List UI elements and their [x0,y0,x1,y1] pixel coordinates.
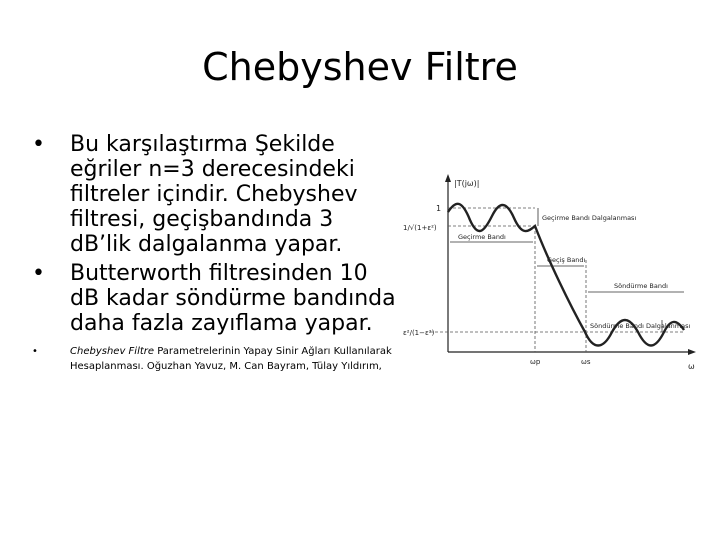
transition-band-label: Geçiş Bandı [547,256,586,264]
bullet-dot: • [32,132,45,157]
x-axis-label: ω [688,362,695,371]
citation-item [30,344,400,374]
label-one: 1 [436,204,442,213]
x-label-wp: ωp [530,358,541,366]
x-label-ws: ωs [581,358,591,366]
label-stop-level: ε²/(1−ε²) [403,329,435,337]
chebyshev-response-figure [400,170,700,375]
x-axis-arrow [688,349,696,355]
citation-text: Parametrelerinin Yapay Sinir Ağları Kullanılarak Hesaplanması. Oğuzhan Yavuz, M. Can Bayram, Tülay Yıldırım, [70,346,392,372]
bullet-item [30,132,400,257]
bullet-item [30,261,400,336]
y-axis-arrow [445,174,451,182]
bullet-list [30,132,400,374]
stopband-label: Söndürme Bandı [614,282,668,290]
passband-label: Geçirme Bandı [458,233,506,241]
passband-ripple-label: Geçirme Bandı Dalgalanması [542,214,637,222]
bullet-text: Bu karşılaştırma Şekilde eğriler n=3 derecesindeki filtreler içindir. Chebyshev filtresi, geçişbandında 3 dB’lik dalgalanma yapar. [70,132,358,257]
bullet-dot: • [32,346,38,357]
stopband-ripple-label: Söndürme Bandı Dalgalanması [590,322,691,330]
y-axis-label: |T(jω)| [454,179,480,188]
bullet-text: Butterworth filtresinden 10 dB kadar söndürme bandında daha fazla zayıflama yapar. [70,261,396,336]
slide-title: Chebyshev Filtre [202,45,518,89]
citation-italic: Chebyshev Filtre [70,346,155,357]
bullet-dot: • [32,261,45,286]
label-ripple-level: 1/√(1+ε²) [403,224,437,232]
